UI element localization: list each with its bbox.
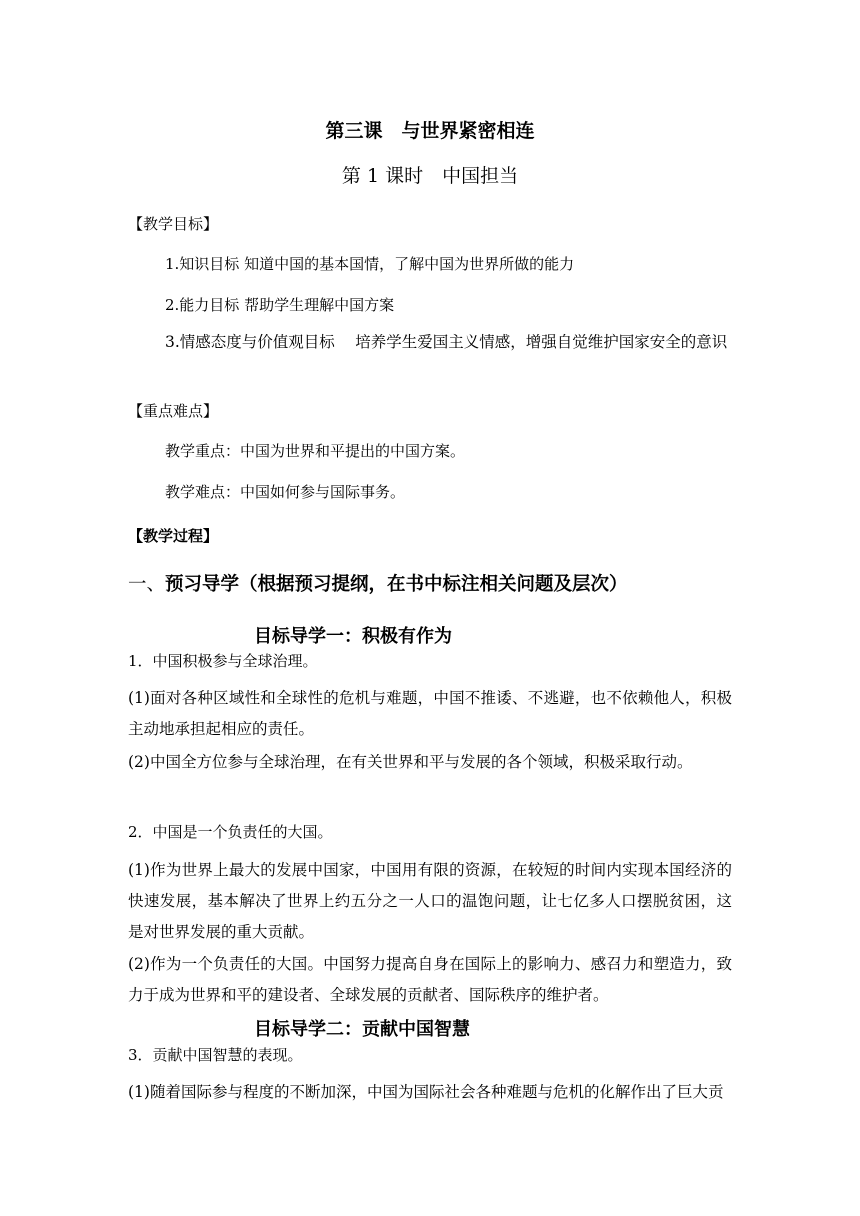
list-item: 3．贡献中国智慧的表现。: [128, 1046, 303, 1064]
paragraph: (1)作为世界上最大的发展中国家，中国用有限的资源，在较短的时间内实现本国经济的快速发展，基本解决了世界上约五分之一人口的温饱问题，让七亿多人口摆脱贫困，这是对世界发展的重大贡献。: [128, 861, 732, 941]
objective-item: 2.能力目标 帮助学生理解中国方案: [165, 296, 395, 314]
section-prefix: 一、: [128, 574, 166, 595]
lesson-subtitle: 第 1 课时 中国担当: [341, 165, 519, 187]
paragraph: (1)面对各种区域性和全球性的危机与难题，中国不推诿、不逃避，也不依赖他人，积极主动地承担起相应的责任。: [128, 689, 732, 738]
teaching-difficulty: 教学难点：中国如何参与国际事务。: [165, 483, 406, 501]
objective-item: 1.知识目标 知道中国的基本国情，了解中国为世界所做的能力: [165, 255, 575, 273]
goal-heading-1: 目标导学一：积极有作为: [254, 626, 452, 647]
objectives-heading: 【教学目标】: [128, 215, 219, 233]
process-heading: 【教学过程】: [128, 527, 219, 545]
paragraph: (2)中国全方位参与全球治理，在有关世界和平与发展的各个领域，积极采取行动。: [128, 753, 693, 771]
lesson-title: 第三课 与世界紧密相连: [325, 120, 535, 142]
objective-item: 3.情感态度与价值观目标 培养学生爱国主义情感，增强自觉维护国家安全的意识: [165, 333, 728, 351]
goal-heading-2: 目标导学二：贡献中国智慧: [254, 1019, 470, 1040]
list-item: 2．中国是一个负责任的大国。: [128, 823, 333, 841]
key-points-heading: 【重点难点】: [128, 402, 219, 420]
paragraph: (1)随着国际参与程度的不断加深，中国为国际社会各种难题与危机的化解作出了巨大贡: [128, 1083, 724, 1101]
section-title: 预习导学（根据预习提纲，在书中标注相关问题及层次）: [165, 574, 628, 595]
teaching-focus: 教学重点：中国为世界和平提出的中国方案。: [165, 442, 466, 460]
list-item: 1．中国积极参与全球治理。: [128, 652, 318, 670]
paragraph: (2)作为一个负责任的大国。中国努力提高自身在国际上的影响力、感召力和塑造力，致力于成为世界和平的建设者、全球发展的贡献者、国际秩序的维护者。: [128, 955, 732, 1004]
section-heading: [128, 570, 628, 596]
